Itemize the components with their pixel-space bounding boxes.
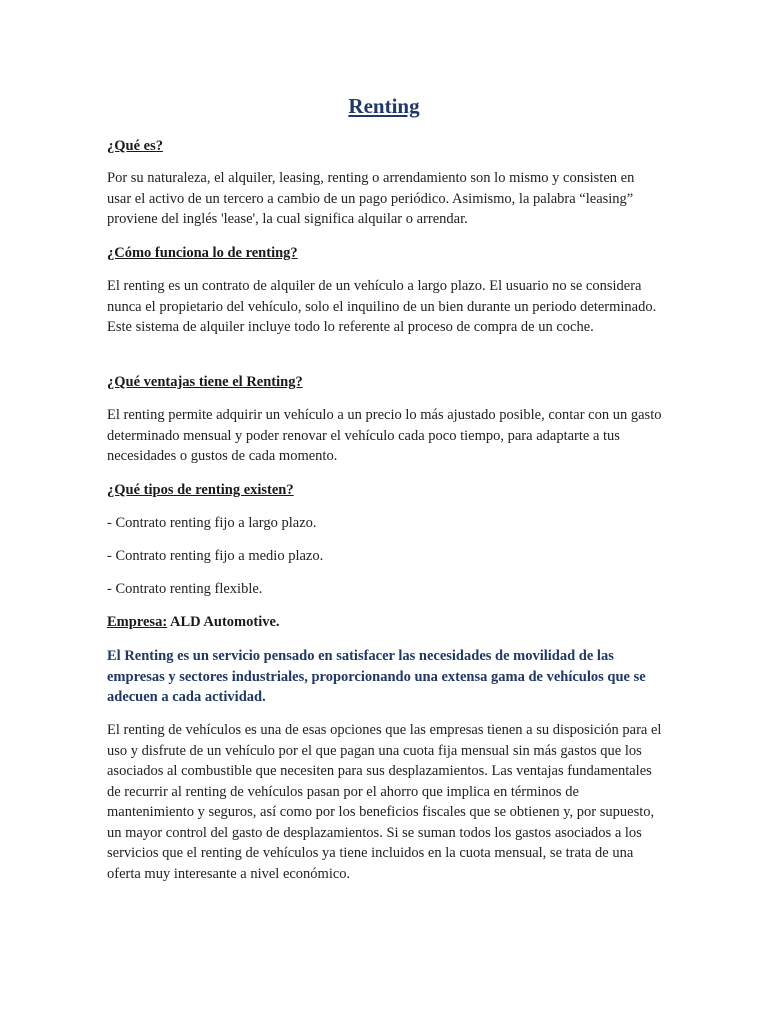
- list-item-largo-plazo: [107, 513, 662, 534]
- section-paragraph: El renting es un contrato de alquiler de un vehículo a largo plazo. El usuario no se considera nunca el propietario del vehículo, solo el inquilino de un bien durante un periodo determinado. Este sistema de alquiler incluye todo lo referente al proceso de compra de un coche.: [107, 278, 657, 335]
- closing-text: El renting de vehículos es una de esas opciones que las empresas tienen a su disposición para el uso y disfrute de un vehículo por el que pagan una cuota fija mensual sin más gastos que los asociados al combustible que necesiten para sus desplazamientos. Las ventajas fundamentales de recurrir al renting de vehículos pasan por el ahorro que implica en términos de mantenimiento y seguros, así como por los beneficios fiscales que se obtienen y, por supuesto, un mayor control del gasto de desplazamientos. Si se suman todos los gastos asociados a los servicios que el renting de vehículos ya tiene incluidos en la cuota mensual, se trata de una oferta muy interesante a nivel económico.: [107, 722, 662, 882]
- list-item-flexible: [107, 579, 662, 600]
- heading-tipos: [107, 480, 662, 501]
- list-item: - Contrato renting fijo a medio plazo.: [107, 548, 324, 564]
- company-label: Empresa:: [107, 614, 168, 630]
- section-paragraph: El renting permite adquirir un vehículo a un precio lo más ajustado posible, contar con un gasto determinado mensual y poder renovar el vehículo cada poco tiempo, para adaptarte a tus necesidades o gustos de cada momento.: [107, 407, 662, 464]
- paragraph-como-funciona: [107, 276, 662, 338]
- paragraph-ventajas: [107, 405, 662, 467]
- heading-que-es: [107, 136, 662, 157]
- section-heading: ¿Cómo funciona lo de renting?: [107, 245, 298, 261]
- paragraph-que-es: [107, 168, 662, 230]
- heading-como-funciona: [107, 243, 662, 264]
- list-item-medio-plazo: [107, 546, 662, 567]
- highlight-text: El Renting es un servicio pensado en satisfacer las necesidades de movilidad de las empresas y sectores industriales, proporcionando una extensa gama de vehículos que se adecuen a cada actividad.: [107, 648, 646, 705]
- list-item: - Contrato renting fijo a largo plazo.: [107, 515, 317, 531]
- company-name: ALD Automotive.: [167, 614, 280, 630]
- highlight-paragraph: [107, 646, 662, 708]
- section-heading: ¿Qué ventajas tiene el Renting?: [107, 374, 303, 390]
- section-paragraph: Por su naturaleza, el alquiler, leasing, renting o arrendamiento son lo mismo y consisten en usar el activo de un tercero a cambio de un pago periódico. Asimismo, la palabra “leasing” proviene del inglés 'lease', la cual significa alquilar o arrendar.: [107, 170, 635, 227]
- page-title: Renting: [348, 94, 420, 118]
- closing-paragraph: [107, 720, 662, 884]
- list-item: - Contrato renting flexible.: [107, 581, 263, 597]
- company-paragraph: [107, 612, 662, 633]
- company-line: [107, 612, 662, 633]
- section-heading: ¿Qué tipos de renting existen?: [107, 482, 294, 498]
- heading-ventajas: [107, 372, 662, 393]
- section-heading: ¿Qué es?: [107, 138, 163, 154]
